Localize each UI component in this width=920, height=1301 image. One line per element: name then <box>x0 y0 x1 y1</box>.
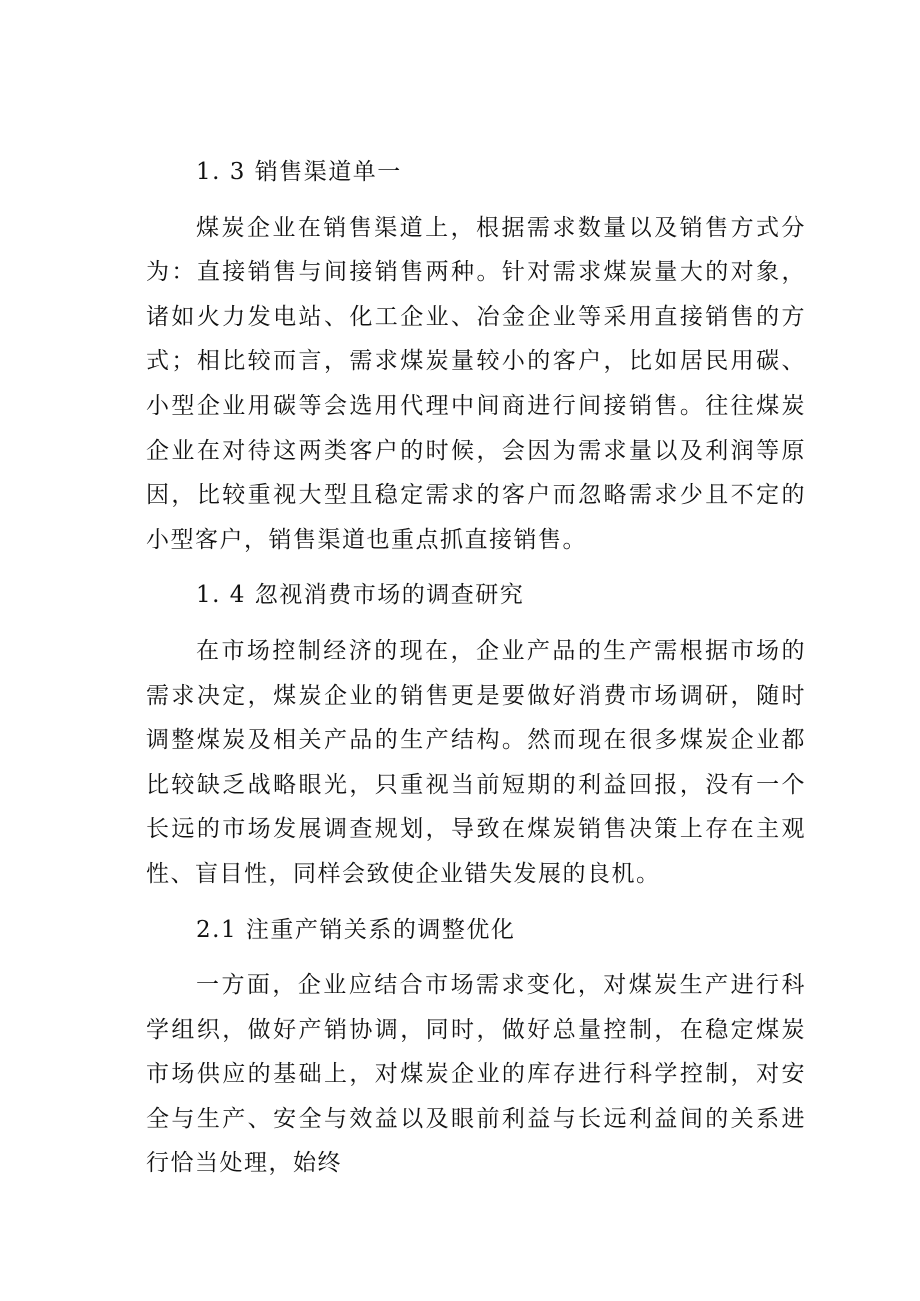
section-heading-1-4: 1. 4 忽视消费市场的调查研究 <box>196 582 525 609</box>
section-heading-1-3: 1. 3 销售渠道单一 <box>196 159 402 185</box>
section-paragraph-2-1: 一方面，企业应结合市场需求变化，对煤炭生产进行科学组织，做好产销协调，同时，做好总量控制，在稳定煤炭市场供应的基础上，对煤炭企业的库存进行科学控制，对安全与生产、安全与效益以及眼前利益与长远利益间的关系进行恰当处理，始终 <box>146 972 806 1177</box>
section-heading-2-1: 2.1 注重产销关系的调整优化 <box>196 916 516 943</box>
section-paragraph-1-4: 在市场控制经济的现在，企业产品的生产需根据市场的需求决定，煤炭企业的销售更是要做好消费市场调研，随时调整煤炭及相关产品的生产结构。然而现在很多煤炭企业都比较缺乏战略眼光，只重视当前短期的利益回报，没有一个长远的市场发展调查规划，导致在煤炭销售决策上存在主观性、盲目性，同样会致使企业错失发展的良机。 <box>146 637 806 887</box>
document-body <box>146 150 806 1197</box>
section-paragraph-1-3: 煤炭企业在销售渠道上，根据需求数量以及销售方式分为：直接销售与间接销售两种。针对需求煤炭量大的对象，诸如火力发电站、化工企业、冶金企业等采用直接销售的方式；相比较而言，需求煤炭量较小的客户，比如居民用碳、小型企业用碳等会选用代理中间商进行间接销售。往往煤炭企业在对待这两类客户的时候，会因为需求量以及利润等原因，比较重视大型且稳定需求的客户而忽略需求少且不定的小型客户，销售渠道也重点抓直接销售。 <box>146 214 806 553</box>
